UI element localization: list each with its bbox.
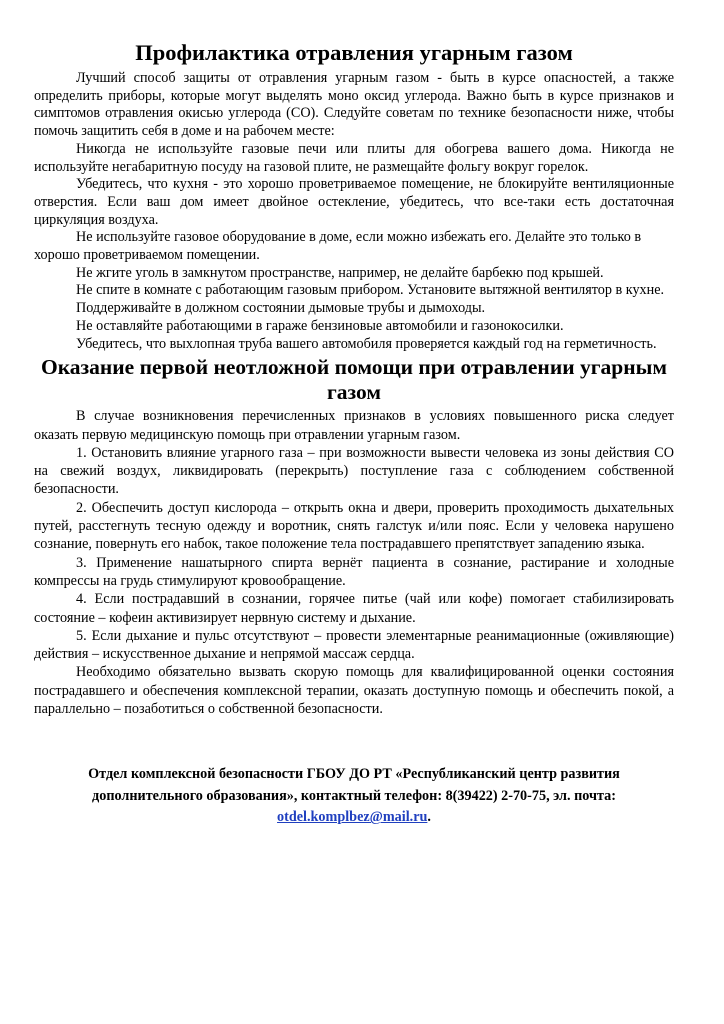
paragraph: Не оставляйте работающими в гараже бензиновые автомобили и газонокосилки. bbox=[76, 317, 564, 334]
footer-text: Отдел комплексной безопасности ГБОУ ДО РТ «Республиканский центр развития дополнительного образования», контактный телефон: 8(39422) 2-70-75, эл. почта: bbox=[88, 766, 620, 804]
paragraph: Не жгите уголь в замкнутом пространстве, например, не делайте барбекю под крышей. bbox=[76, 264, 604, 281]
document-page bbox=[34, 34, 674, 829]
contact-footer bbox=[34, 764, 674, 829]
section1-title: Профилактика отравления угарным газом bbox=[135, 40, 573, 65]
footer-end: . bbox=[427, 809, 431, 826]
paragraph: В случае возникновения перечисленных признаков в условиях повышенного риска следует оказать первую медицинскую помощь при отравлении угарным газом. bbox=[34, 408, 674, 443]
email-link[interactable]: otdel.komplbez@mail.ru bbox=[277, 809, 428, 826]
paragraph: Убедитесь, что выхлопная труба вашего автомобиля проверяется каждый год на герметичность. bbox=[76, 335, 657, 352]
section1-body bbox=[34, 70, 674, 353]
paragraph: Необходимо обязательно вызвать скорую помощь для квалифицированной оценки состояния пострадавшего и обеспечения комплексной терапии, оказать доступную помощь и обеспечить покой, а параллельно – позаботиться о собственной безопасности. bbox=[34, 664, 674, 717]
paragraph: Лучший способ защиты от отравления угарным газом - быть в курсе опасностей, а также определить приборы, которые могут выделять моно оксид углерода. Важно быть в курсе признаков и симптомов отравления окисью углерода (CO). Следуйте советам по технике безопасности ниже, чтобы помочь защитить себя в доме и на рабочем месте: bbox=[34, 70, 674, 140]
paragraph: Никогда не используйте газовые печи или плиты для обогрева вашего дома. Никогда не используйте негабаритную посуду на газовой плите, не размещайте фольгу вокруг горелок. bbox=[34, 140, 674, 175]
paragraph: Не спите в комнате с работающим газовым прибором. Установите вытяжной вентилятор в кухне. bbox=[76, 282, 665, 299]
paragraph: Убедитесь, что кухня - это хорошо проветриваемое помещение, не блокируйте вентиляционные отверстия. Если ваш дом имеет двойное остекление, убедитесь, что все-таки есть достаточная циркуляция воздуха. bbox=[34, 176, 674, 228]
section2-title: Оказание первой неотложной помощи при отравлении угарным газом bbox=[40, 355, 668, 405]
paragraph: Поддерживайте в должном состоянии дымовые трубы и дымоходы. bbox=[76, 300, 486, 317]
paragraph: 1. Остановить влияние угарного газа – при возможности вывести человека из зоны действия СО на свежий воздух, ликвидировать (перекрыть) поступление газа с соблюдением собственной безопасности. bbox=[34, 444, 674, 498]
section2-body bbox=[34, 407, 674, 718]
paragraph: 4. Если пострадавший в сознании, горячее питье (чай или кофе) помогает стабилизировать состояние – кофеин активизирует нервную систему и дыхание. bbox=[34, 591, 674, 626]
paragraph: Не используйте газовое оборудование в доме, если можно избежать его. Делайте это только в хорошо проветриваемом помещении. bbox=[34, 229, 642, 264]
paragraph: 3. Применение нашатырного спирта вернёт пациента в сознание, растирание и холодные компрессы на грудь стимулируют кровообращение. bbox=[34, 554, 674, 589]
paragraph: 5. Если дыхание и пульс отсутствуют – провести элементарные реанимационные (оживляющие) действия – искусственное дыхание и непрямой массаж сердца. bbox=[34, 627, 674, 663]
paragraph: 2. Обеспечить доступ кислорода – открыть окна и двери, проверить проходимость дыхательных путей, расстегнуть тесную одежду и воротник, снять галстук и/или пояс. Если у человека нарушено сознание, повернуть его набок, такое положение тела пострадавшего препятствует западению языка. bbox=[34, 499, 674, 553]
